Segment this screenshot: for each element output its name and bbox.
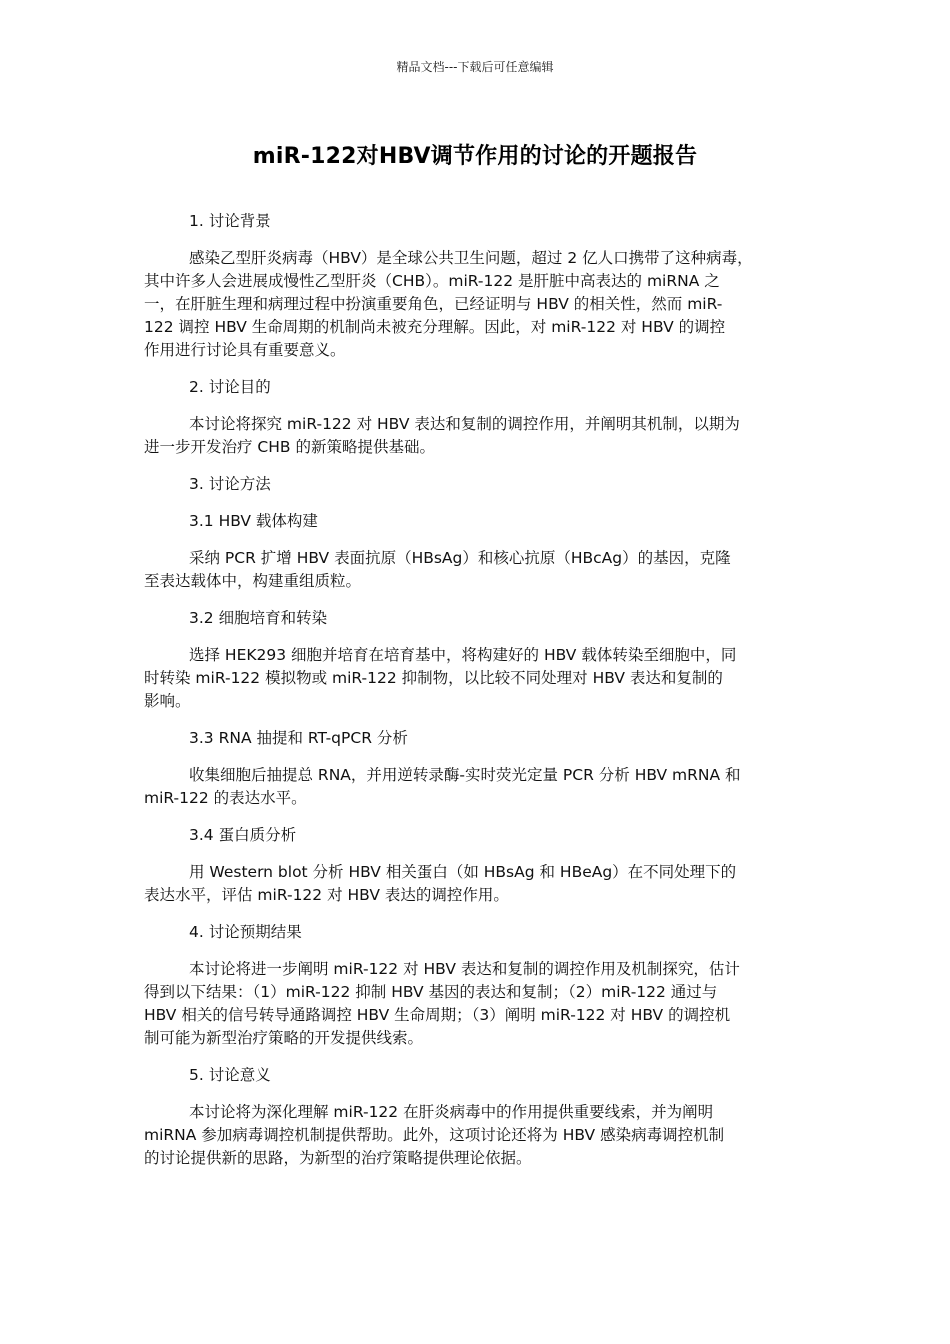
paragraph-line: 的讨论提供新的思路，为新型的治疗策略提供理论依据。 [144,1149,532,1167]
document-body [144,210,812,1184]
paragraph-line: 影响。 [144,692,191,710]
document-title: miR-122对HBV调节作用的讨论的开题报告 [252,144,698,169]
paragraph-line: 本讨论将为深化理解 miR-122 在肝炎病毒中的作用提供重要线索，并为阐明 [189,1103,714,1121]
section-heading: 3.3 RNA 抽提和 RT-qPCR 分析 [189,729,408,747]
paragraph-line: 至表达载体中，构建重组质粒。 [144,572,362,590]
section-paragraph [144,861,812,907]
section-paragraph [144,1101,812,1170]
paragraph-line: 选择 HEK293 细胞并培育在培育基中，将构建好的 HBV 载体转染至细胞中，同 [189,646,737,664]
section-paragraph [144,958,812,1050]
paragraph-line: HBV 相关的信号转导通路调控 HBV 生命周期；（3）阐明 miR-122 对 HBV 的调控机 [144,1006,731,1024]
paragraph-line: 122 调控 HBV 生命周期的机制尚未被充分理解。因此，对 miR-122 对 HBV 的调控 [144,318,726,336]
paragraph-line: 时转染 miR-122 模拟物或 miR-122 抑制物，以比较不同处理对 HBV 表达和复制的 [144,669,723,687]
section-heading: 2. 讨论目的 [189,378,271,396]
paragraph-line: 用 Western blot 分析 HBV 相关蛋白（如 HBsAg 和 HBeAg）在不同处理下的 [189,863,737,881]
paragraph-line: 进一步开发治疗 CHB 的新策略提供基础。 [144,438,435,456]
section-heading: 3.1 HBV 载体构建 [189,512,318,530]
section-paragraph [144,547,812,593]
paragraph-line: 收集细胞后抽提总 RNA，并用逆转录酶-实时荧光定量 PCR 分析 HBV mRNA 和 [189,766,741,784]
paragraph-line: 感染乙型肝炎病毒（HBV）是全球公共卫生问题，超过 2 亿人口携带了这种病毒， [189,249,753,267]
paragraph-line: 采纳 PCR 扩增 HBV 表面抗原（HBsAg）和核心抗原（HBcAg）的基因，克隆 [189,549,731,567]
paragraph-line: 一，在肝脏生理和病理过程中扮演重要角色，已经证明与 HBV 的相关性，然而 miR- [144,295,723,313]
section-paragraph [144,764,812,810]
section-heading: 4. 讨论预期结果 [189,923,302,941]
section-paragraph [144,413,812,459]
paragraph-line: 制可能为新型治疗策略的开发提供线索。 [144,1029,424,1047]
section-heading: 3.4 蛋白质分析 [189,826,297,844]
section-heading: 1. 讨论背景 [189,212,271,230]
section-paragraph [144,247,812,362]
paragraph-line: 本讨论将进一步阐明 miR-122 对 HBV 表达和复制的调控作用及机制探究，估计 [189,960,740,978]
section-paragraph [144,644,812,713]
paragraph-line: 本讨论将探究 miR-122 对 HBV 表达和复制的调控作用，并阐明其机制，以期为 [189,415,740,433]
section-heading: 5. 讨论意义 [189,1066,271,1084]
section-heading: 3.2 细胞培育和转染 [189,609,328,627]
section-heading: 3. 讨论方法 [189,475,271,493]
paragraph-line: 得到以下结果：（1）miR-122 抑制 HBV 基因的表达和复制；（2）miR-122 通过与 [144,983,718,1001]
paragraph-line: miRNA 参加病毒调控机制提供帮助。此外，这项讨论还将为 HBV 感染病毒调控机制 [144,1126,725,1144]
paragraph-line: 作用进行讨论具有重要意义。 [144,341,346,359]
paragraph-line: 其中许多人会进展成慢性乙型肝炎（CHB）。miR-122 是肝脏中高表达的 miRNA 之 [144,272,720,290]
paragraph-line: 表达水平，评估 miR-122 对 HBV 表达的调控作用。 [144,886,509,904]
page-header: 精品文档---下载后可任意编辑 [396,60,554,74]
paragraph-line: miR-122 的表达水平。 [144,789,307,807]
